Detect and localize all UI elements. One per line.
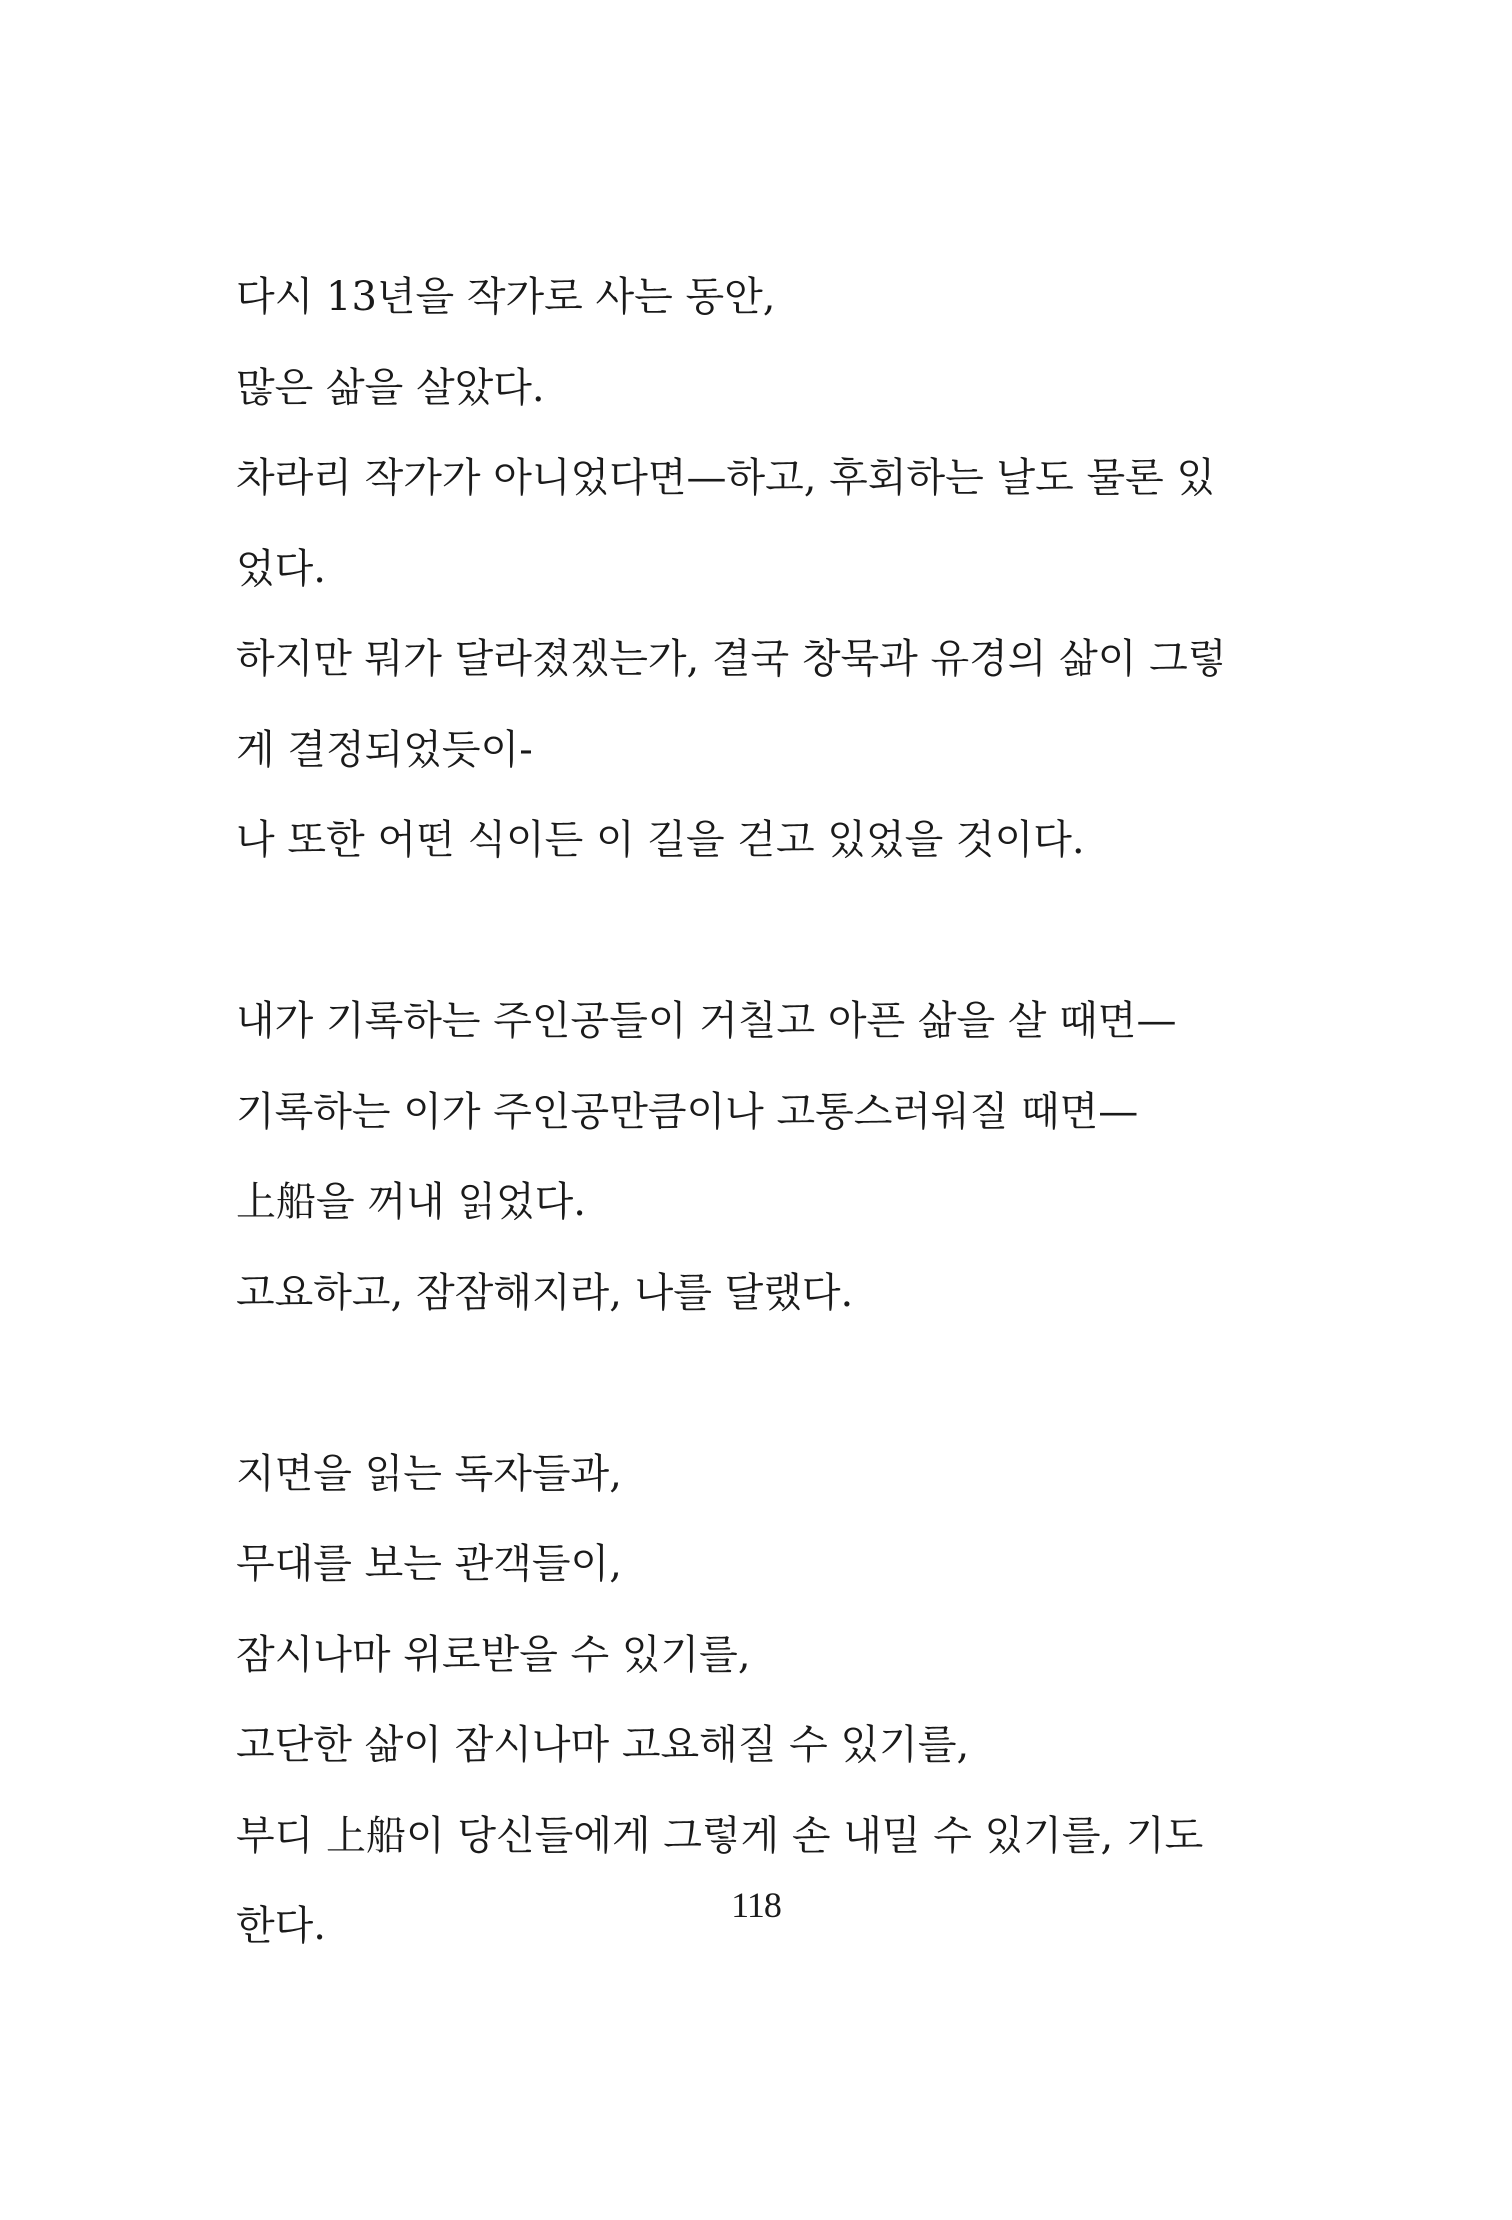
text-line: 부디 上船이 당신들에게 그렇게 손 내밀 수 있기를, 기도 — [236, 1812, 1204, 1859]
text-line: 上船을 꺼내 읽었다. — [236, 1179, 586, 1225]
text-line: 하지만 뭐가 달라졌겠는가, 결국 창묵과 유경의 삶이 그렇 — [236, 636, 1227, 682]
text-line: 무대를 보는 관객들이, — [236, 1541, 622, 1587]
stanza-2 — [236, 976, 1256, 1338]
text-line: 한다. — [236, 1903, 326, 1949]
text-line: 기록하는 이가 주인공만큼이나 고통스러워질 때면— — [236, 1088, 1139, 1135]
text-line: 다시 13년을 작가로 사는 동안, — [236, 274, 776, 320]
body-text — [236, 252, 1256, 1972]
text-line: 내가 기록하는 주인공들이 거칠고 아픈 삶을 살 때면— — [236, 998, 1177, 1044]
text-line: 잠시나마 위로받을 수 있기를, — [236, 1631, 751, 1678]
text-line: 고요하고, 잠잠해지라, 나를 달랬다. — [236, 1269, 854, 1316]
text-line: 많은 삶을 살았다. — [236, 364, 545, 411]
stanza-gap — [236, 1338, 1256, 1429]
text-line: 고단한 삶이 잠시나마 고요해질 수 있기를, — [236, 1722, 970, 1768]
page-number: 118 — [731, 1885, 781, 1925]
stanza-1 — [236, 252, 1256, 886]
text-line: 지면을 읽는 독자들과, — [236, 1450, 622, 1497]
text-line: 차라리 작가가 아니었다면—하고, 후회하는 날도 물론 있 — [236, 455, 1216, 501]
text-line: 게 결정되었듯이- — [236, 726, 533, 773]
stanza-gap — [236, 886, 1256, 977]
text-line: 었다. — [236, 545, 326, 592]
text-line: 나 또한 어떤 식이든 이 길을 걷고 있었을 것이다. — [236, 817, 1085, 863]
